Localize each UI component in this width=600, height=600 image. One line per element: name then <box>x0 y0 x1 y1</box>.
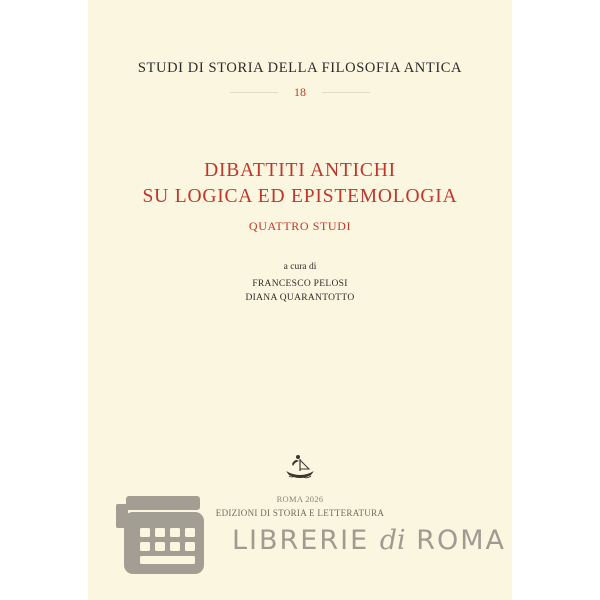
bird-ship-emblem-icon <box>283 452 317 482</box>
typewriter-icon <box>112 490 216 582</box>
book-title-line1: DIBATTITI ANTICHI <box>204 160 396 181</box>
book-subtitle: QUATTRO STUDI <box>248 219 352 233</box>
editor-name: FRANCESCO PELOSI <box>252 279 348 289</box>
watermark-text: LIBRERIE di ROMA <box>232 525 507 556</box>
editor-name: DIANA QUARANTOTTO <box>245 293 355 303</box>
edited-by-label: a cura di <box>283 262 317 272</box>
ornament-rule-right <box>322 92 370 93</box>
publisher-name: EDIZIONI DI STORIA E LETTERATURA <box>215 508 385 518</box>
series-number: 18 <box>294 85 306 99</box>
book-title-line2: SU LOGICA ED EPISTEMOLOGIA <box>142 186 458 207</box>
publication-place-year: ROMA 2026 <box>276 494 324 504</box>
series-title: STUDI DI STORIA DELLA FILOSOFIA ANTICA <box>137 60 463 76</box>
